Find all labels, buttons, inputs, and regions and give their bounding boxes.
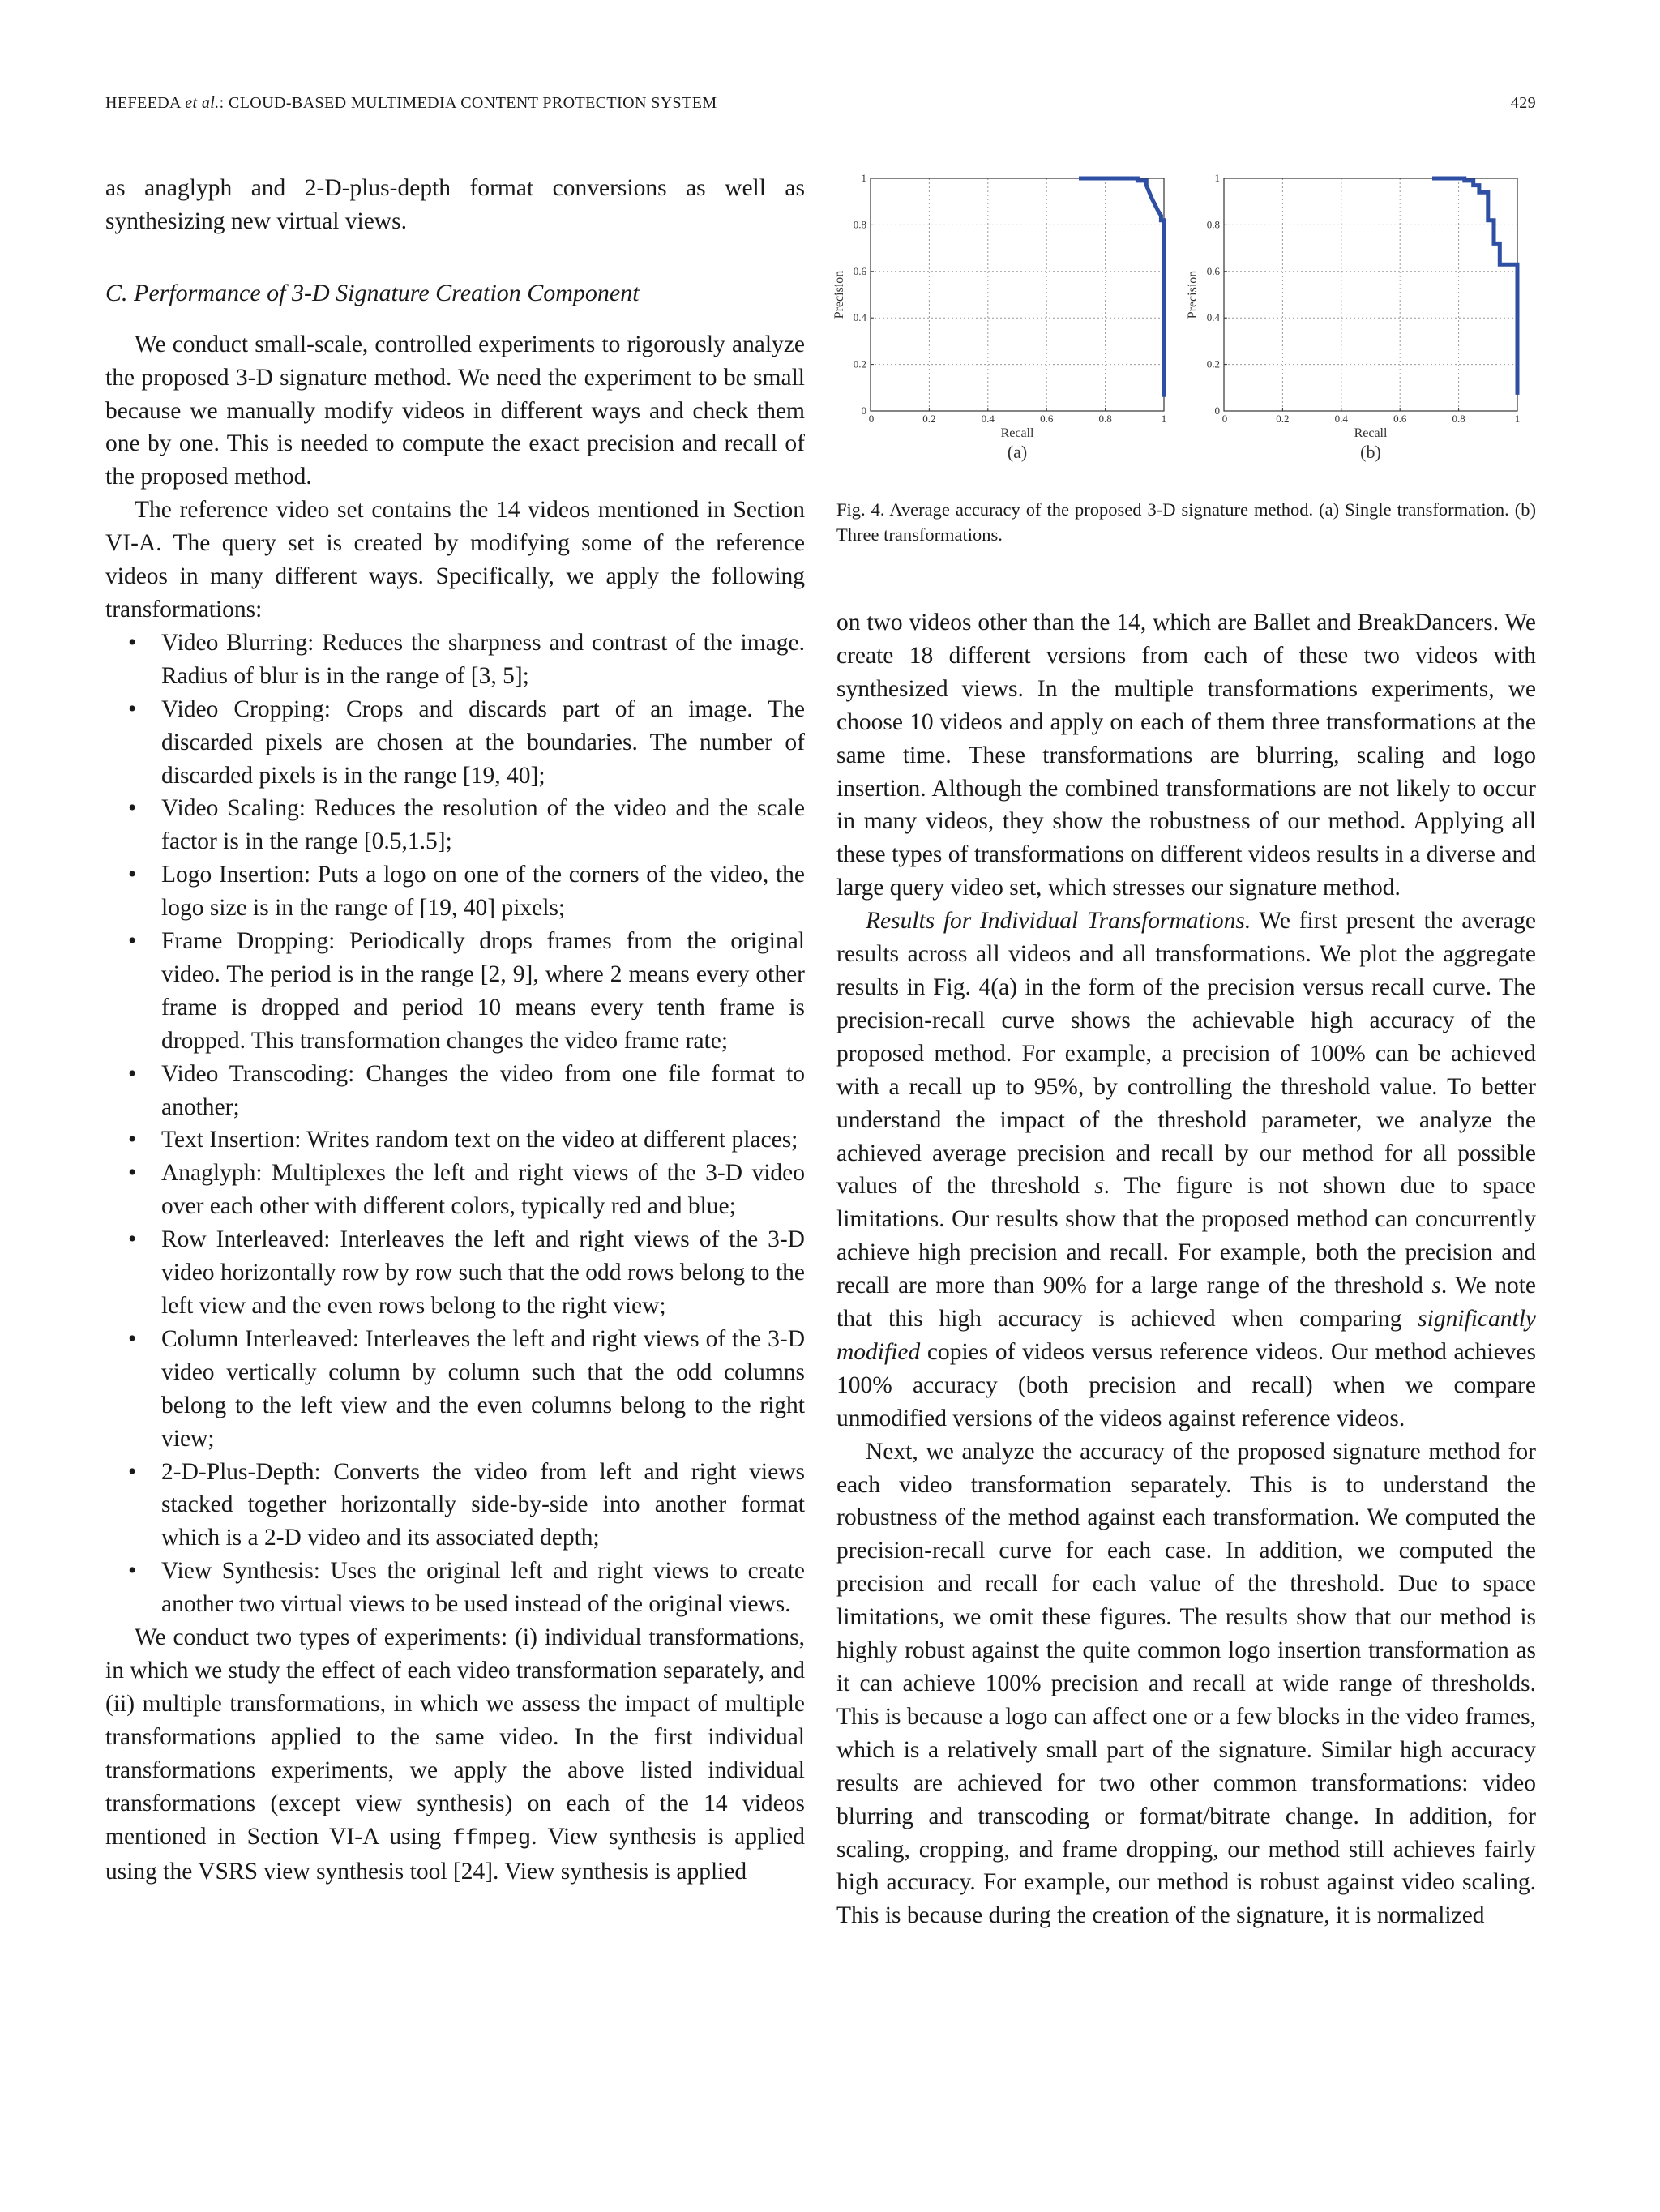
list-item-text: Row Interleaved: Interleaves the left and right views of the 3-D video horizontally row by row such that the odd rows belong to the left view and the even rows belong to the right view; <box>161 1226 805 1319</box>
x-axis-label: Recall <box>1354 426 1388 440</box>
x-tick-label: 0.2 <box>922 413 936 425</box>
section-heading: C. Performance of 3-D Signature Creation Component <box>105 279 640 306</box>
bullet-icon: • <box>128 1325 137 1352</box>
paragraph-per-transformation: Next, we analyze the accuracy of the proposed signature method for each video transformation separately. This is to understand the robustness of the method against each transformation. We computed the precision-recall curve for each case. In addition, we computed the precision and recall for each value of the threshold. Due to space limitations, we omit these figures. The results show that our method is highly robust against the quite common logo insertion transformation as it can achieve 100% precision and recall at wide range of thresholds. This is because a logo can affect one or a few blocks in the video frames, which is a relatively small part of the signature. Similar high accuracy results are achieved for two other common transformations: video blurring and transcoding or format/bitrate change. In addition, for scaling, cropping, and frame dropping, our method still achieves fairly high accuracy. For example, our method is robust against video scaling. This is because during the creation of the signature, it is normalized <box>836 1438 1536 1929</box>
x-tick-label: 0.6 <box>1393 413 1407 425</box>
header-title: HEFEEDA et al.: CLOUD-BASED MULTIMEDIA CONTENT PROTECTION SYSTEM <box>105 94 717 112</box>
x-tick-label: 0.8 <box>1452 413 1465 425</box>
paragraph-reference-set: The reference video set contains the 14 videos mentioned in Section VI-A. The query set is created by modifying some of the reference videos in many different ways. Specifically, we apply the following transformations: <box>105 497 805 623</box>
x-tick-label: 0 <box>868 413 875 425</box>
paragraph-experiments: We conduct small-scale, controlled experiments to rigorously analyze the proposed 3-D signature method. We need the experiment to be small because we manually modify videos in different ways and check them one by one. This is needed to compute the exact precision and recall of the proposed method. <box>105 331 805 490</box>
y-tick-label: 1 <box>1214 172 1220 184</box>
y-tick-label: 0.2 <box>853 357 866 370</box>
list-item-text: Column Interleaved: Interleaves the left and right views of the 3-D video vertically column by column such that the odd columns belong to the left view and the even columns belong to the right view; <box>161 1325 805 1452</box>
y-axis-label: Precision <box>832 270 846 319</box>
right-column <box>836 606 1536 1932</box>
precision-recall-line <box>1432 178 1517 395</box>
list-item-text: Video Scaling: Reduces the resolution of the video and the scale factor is in the range [0.5,1.5]; <box>161 795 805 855</box>
bullet-icon: • <box>128 1160 137 1187</box>
running-header <box>105 94 1536 118</box>
runin-heading: Results for Individual Transformations. <box>866 908 1251 935</box>
x-tick-label: 0.6 <box>1040 413 1054 425</box>
list-item <box>105 792 805 858</box>
list-item <box>105 858 805 925</box>
code-ffmpeg: ffmpeg <box>451 1826 532 1851</box>
list-item <box>105 627 805 693</box>
x-axis-label: Recall <box>1000 426 1034 440</box>
y-tick-label: 0 <box>861 404 866 417</box>
transformation-list <box>105 627 805 1621</box>
list-item <box>105 1123 805 1157</box>
x-tick-label: 0.2 <box>1276 413 1290 425</box>
page-number: 429 <box>1510 94 1536 112</box>
left-column <box>105 172 805 1889</box>
bullet-icon: • <box>128 1226 137 1253</box>
list-item <box>105 1323 805 1456</box>
intro-paragraph: as anaglyph and 2-D-plus-depth format conversions as well as synthesizing new virtual views. <box>105 175 805 234</box>
figure-caption: Fig. 4. Average accuracy of the proposed 3-D signature method. (a) Single transformation. (b) Three transformations. <box>836 499 1536 545</box>
y-axis-label: Precision <box>1186 270 1200 319</box>
bullet-icon: • <box>128 1558 137 1585</box>
plot-frame <box>1224 178 1517 411</box>
bullet-icon: • <box>128 795 137 822</box>
bullet-icon: • <box>128 1458 137 1485</box>
x-tick-label: 0 <box>1221 413 1228 425</box>
list-item <box>105 1157 805 1223</box>
list-item <box>105 925 805 1058</box>
list-item-text: Frame Dropping: Periodically drops frames from the original video. The period is in the range [2, 9], where 2 means every other frame is dropped and period 10 means every tenth frame is dropped. This transformation changes the video frame rate; <box>161 928 805 1054</box>
list-item-text: Anaglyph: Multiplexes the left and right views of the 3-D video over each other with different colors, typically red and blue; <box>161 1160 805 1220</box>
paragraph-synthesis: on two videos other than the 14, which are Ballet and BreakDancers. We create 18 different versions from each of these two videos with synthesized views. In the multiple transformations experiments, we choose 10 videos and apply on each of them three transformations at the same time. These transformations are blurring, scaling and logo insertion. Although the combined transformations are not likely to occur in many videos, they show the robustness of our method. Applying all these types of transformations on different videos results in a diverse and large query video set, which stresses our signature method. <box>836 610 1536 901</box>
bullet-icon: • <box>128 1127 137 1153</box>
x-tick-label: 0.8 <box>1098 413 1112 425</box>
y-tick-label: 0.6 <box>853 264 866 277</box>
precision-recall-charts <box>827 170 1540 494</box>
y-tick-label: 0.8 <box>853 218 866 231</box>
panel-label: (b) <box>1360 442 1381 462</box>
paragraph-individual-results: Results for Individual Transformations. We first present the average results across all videos and all transformations. We plot the aggregate results in Fig. 4(a) in the form of the precision versus recall curve. The precision-recall curve shows the achievable high accuracy of the proposed method. For example, a precision of 100% can be achieved with a recall up to 95%, by controlling the threshold value. To better understand the impact of the threshold parameter, we analyze the achieved average precision and recall by our method for all possible values of the threshold s. The figure is not shown due to space limitations. Our results show that the proposed method can concurrently achieve high precision and recall. For example, both the precision and recall are more than 90% for a large range of the threshold s. We note that this high accuracy is achieved when comparing significantly modified copies of videos versus reference videos. Our method achieves 100% accuracy (both precision and recall) when we compare unmodified versions of the videos against reference videos. <box>836 908 1536 1431</box>
list-item-text: Text Insertion: Writes random text on the video at different places; <box>161 1127 798 1153</box>
paragraph-experiment-types: We conduct two types of experiments: (i) individual transformations, in which we study the effect of each video transformation separately, and (ii) multiple transformations, in which we assess the impact of multiple transformations applied to the same video. In the first individual transformations experiments, we apply the above listed individual transformations (except view synthesis) on each of the 14 videos mentioned in Section VI-A using ffmpeg. View synthesis is applied using the VSRS view synthesis tool [24]. View synthesis is applied <box>105 1624 805 1885</box>
x-tick-label: 1 <box>1161 413 1167 425</box>
x-tick-label: 0.4 <box>1334 413 1348 425</box>
bullet-icon: • <box>128 862 137 888</box>
y-tick-label: 0.6 <box>1206 264 1220 277</box>
bullet-icon: • <box>128 1060 137 1087</box>
y-tick-label: 0.8 <box>1206 218 1220 231</box>
plot-frame <box>871 178 1164 411</box>
y-tick-label: 0.4 <box>853 311 866 324</box>
y-tick-label: 0.4 <box>1206 311 1220 324</box>
list-item-text: 2-D-Plus-Depth: Converts the video from left and right views stacked together horizontally side-by-side into another format which is a 2-D video and its associated depth; <box>161 1458 805 1551</box>
y-tick-label: 1 <box>861 172 866 184</box>
list-item-text: Video Blurring: Reduces the sharpness and contrast of the image. Radius of blur is in the range of [3, 5]; <box>161 629 805 689</box>
panel-label: (a) <box>1007 442 1028 462</box>
x-tick-label: 1 <box>1514 413 1521 425</box>
y-tick-label: 0 <box>1214 404 1220 417</box>
list-item <box>105 1058 805 1124</box>
list-item-text: View Synthesis: Uses the original left and right views to create another two virtual views to be used instead of the original views. <box>161 1558 805 1618</box>
list-item-text: Video Transcoding: Changes the video from one file format to another; <box>161 1060 805 1120</box>
list-item-text: Video Cropping: Crops and discards part of an image. The discarded pixels are chosen at the boundaries. The number of discarded pixels is in the range [19, 40]; <box>161 695 805 789</box>
list-item <box>105 1223 805 1323</box>
bullet-icon: • <box>128 928 137 955</box>
list-item <box>105 1456 805 1555</box>
list-item-text: Logo Insertion: Puts a logo on one of the corners of the video, the logo size is in the range of [19, 40] pixels; <box>161 862 805 922</box>
x-tick-label: 0.4 <box>981 413 995 425</box>
bullet-icon: • <box>128 695 137 722</box>
list-item <box>105 1555 805 1621</box>
y-tick-label: 0.2 <box>1206 357 1220 370</box>
bullet-icon: • <box>128 629 137 656</box>
list-item <box>105 693 805 793</box>
